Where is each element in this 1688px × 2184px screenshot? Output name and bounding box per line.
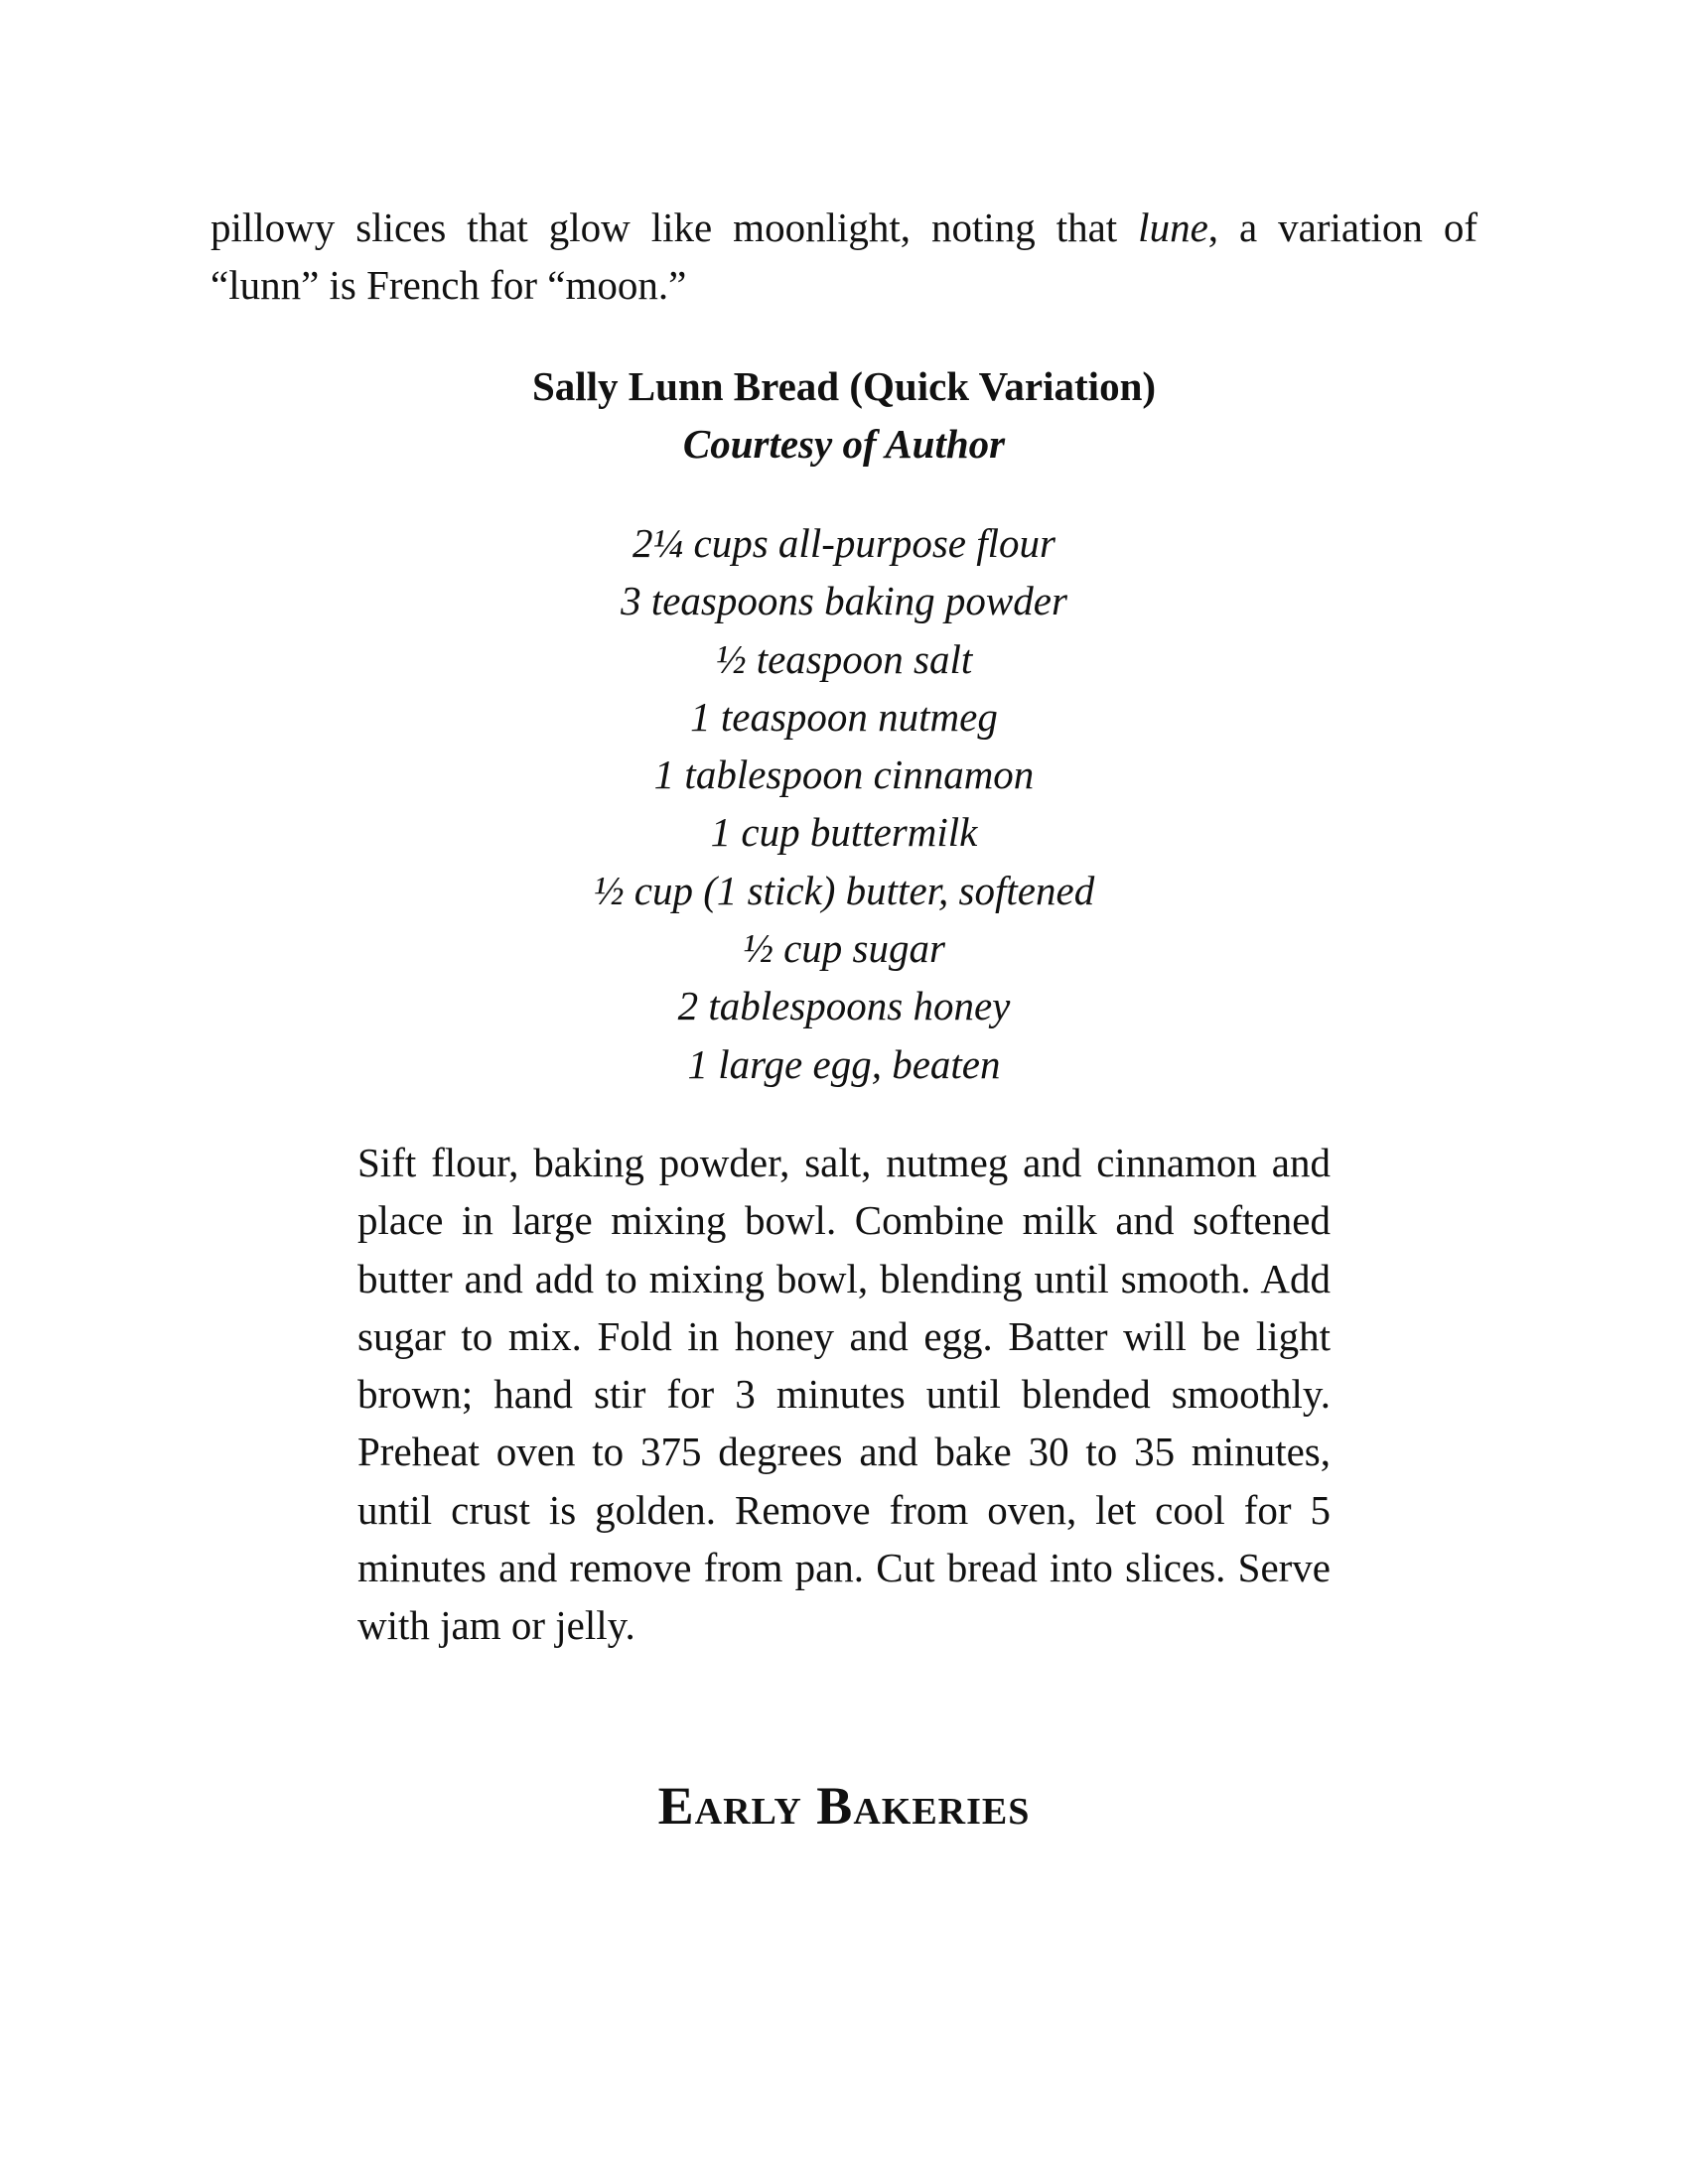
recipe-credit: Courtesy of Author — [682, 421, 1006, 467]
ingredient-item: 1 cup buttermilk — [710, 809, 978, 856]
ingredient-item: 2¼ cups all-purpose flour — [633, 520, 1055, 566]
intro-line-2: “lunn” is French for “moon.” — [211, 262, 687, 308]
intro-text-start: pillowy slices that glow like moonlight, noting that — [211, 205, 1139, 250]
ingredient-list — [0, 514, 1688, 1093]
intro-paragraph — [211, 199, 1477, 314]
ingredient-item: 2 tablespoons honey — [677, 983, 1011, 1029]
ingredient-item: 1 tablespoon cinnamon — [653, 751, 1035, 798]
ingredient-item: ½ cup sugar — [743, 925, 945, 972]
ingredient-item: 3 teaspoons baking powder — [621, 578, 1067, 624]
intro-line-1 — [211, 199, 1477, 256]
ingredient-item: 1 teaspoon nutmeg — [690, 693, 998, 740]
recipe-directions: Sift flour, baking powder, salt, nutmeg and cinnamon and place in large mixing bowl. Combine milk and softened butter and add to mixing bowl, blending until smooth. Add sugar to mix. Fold in honey and egg. Batter will be light brown; hand stir for 3 minutes until blended smoothly. Preheat oven to 375 degrees and bake 30 to 35 minutes, until crust is golden. Remove from oven, let cool for 5 minutes and remove from pan. Cut bread into slices. Serve with jam or jelly. — [357, 1140, 1331, 1649]
intro-text-end: , a variation of — [1207, 205, 1477, 250]
recipe-title: Sally Lunn Bread (Quick Variation) — [531, 363, 1157, 409]
ingredient-item: ½ cup (1 stick) butter, softened — [593, 867, 1095, 913]
intro-italic-word: lune — [1138, 205, 1208, 250]
ingredient-item: ½ teaspoon salt — [715, 635, 973, 682]
ingredient-item: 1 large egg, beaten — [687, 1040, 1001, 1087]
section-heading: Early Bakeries — [657, 1776, 1031, 1836]
